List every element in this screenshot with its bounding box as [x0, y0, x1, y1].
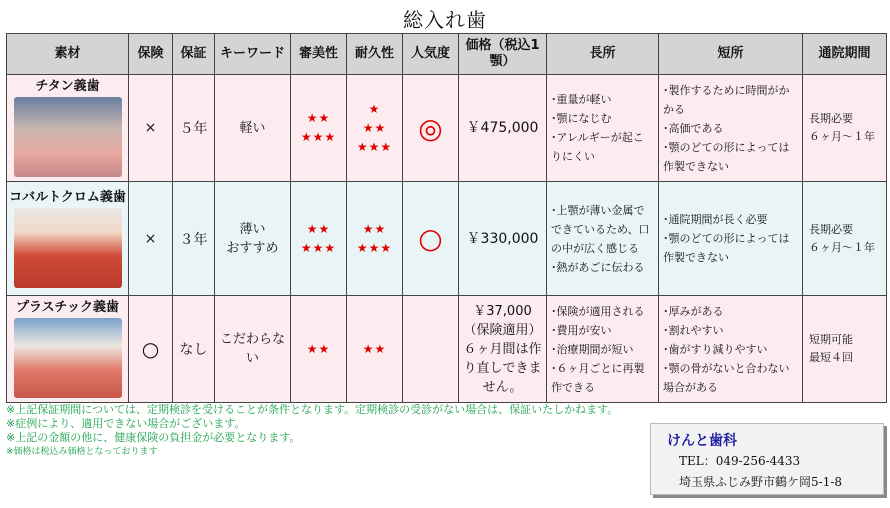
keyword-line: こだわらない — [219, 332, 285, 366]
price-line: ６ヶ月間は作り直しできません。 — [463, 341, 542, 395]
header-popularity: 人気度 — [403, 34, 459, 75]
footnote: ※症例により、適用できない場合がございます。 — [6, 417, 246, 430]
pros-item: ･重量が軽い — [551, 93, 612, 106]
durability-cell — [347, 296, 403, 403]
price-cell — [459, 182, 547, 296]
visit-line: 短期可能 — [809, 333, 853, 346]
pros-cell — [547, 296, 659, 403]
star-rating: ★★★ — [300, 240, 337, 255]
header-material: 素材 — [7, 34, 129, 75]
footnotes — [6, 403, 618, 459]
header-visit: 通院期間 — [803, 34, 887, 75]
keyword-line: 軽い — [239, 120, 266, 136]
header-price: 価格（税込1顎） — [459, 34, 547, 75]
cons-item: ･顎の骨がないと合わない場合がある — [663, 361, 790, 394]
header-pros: 長所 — [547, 34, 659, 75]
visit-line: 最短４回 — [809, 351, 853, 364]
keyword-cell — [215, 75, 291, 182]
aesthetics-cell — [291, 182, 347, 296]
visit-line: 長期必要 — [809, 112, 853, 125]
insurance-cell: ○ — [129, 296, 173, 403]
material-cell — [7, 182, 129, 296]
cons-item: ･厚みがある — [663, 304, 724, 318]
material-cell — [7, 296, 129, 403]
star-rating: ★★ — [306, 111, 331, 125]
cons-item: ･顎のどての形によっては作製できない — [663, 232, 790, 264]
pros-cell — [547, 182, 659, 296]
star-rating: ★★ — [362, 221, 387, 236]
warranty-cell: なし — [173, 296, 215, 403]
footnote: ※上記保証期間については、定期検診を受けることが条件となります。定期検診の受診がない場合は、保証いたしかねます。 — [6, 403, 619, 416]
keyword-line: おすすめ — [226, 240, 279, 256]
price-cell — [459, 296, 547, 403]
cons-cell — [659, 75, 803, 182]
aesthetics-cell — [291, 75, 347, 182]
warranty-cell: ３年 — [173, 182, 215, 296]
keyword-line: 薄い — [239, 221, 266, 237]
clinic-address: 埼玉県ふじみ野市鶴ケ岡5-1-8 — [679, 475, 843, 489]
header-insurance: 保険 — [129, 34, 173, 75]
insurance-cell: × — [129, 182, 173, 296]
cons-item: ･通院期間が長く必要 — [663, 213, 768, 226]
table-header-row — [7, 34, 887, 75]
popularity-cell: ○ — [403, 182, 459, 296]
visit-line: ６ヶ月～１年 — [809, 240, 875, 254]
star-rating: ★★★ — [300, 130, 337, 144]
star-rating: ★★★ — [356, 139, 393, 154]
durability-cell — [347, 182, 403, 296]
titanium-denture-photo — [14, 97, 122, 177]
price-line: ￥330,000 — [466, 230, 539, 247]
pros-item: ･６ヶ月ごとに再製作できる — [551, 361, 645, 394]
table-row — [7, 182, 887, 296]
header-aesthetics: 審美性 — [291, 34, 347, 75]
warranty-cell: ５年 — [173, 75, 215, 182]
visit-cell — [803, 75, 887, 182]
clinic-info-box — [650, 423, 884, 495]
cons-item: ･割れやすい — [663, 323, 724, 337]
cons-item: ･顎のどての形によっては作製できない — [663, 140, 790, 173]
header-durability: 耐久性 — [347, 34, 403, 75]
header-keyword: キーワード — [215, 34, 291, 75]
visit-line: ６ヶ月～１年 — [809, 130, 875, 143]
table-row — [7, 296, 887, 403]
pros-item: ･顎になじむ — [551, 112, 612, 125]
cons-item: ･製作するために時間がかかる — [663, 83, 790, 116]
popularity-cell — [403, 296, 459, 403]
visit-cell — [803, 296, 887, 403]
header-warranty: 保証 — [173, 34, 215, 75]
material-name: コバルトクロム義歯 — [9, 189, 126, 205]
visit-line: 長期必要 — [809, 222, 853, 236]
price-line: ￥475,000 — [466, 120, 539, 136]
material-name: チタン義歯 — [35, 79, 100, 94]
pros-item: ･費用が安い — [551, 323, 612, 337]
comparison-table — [6, 33, 887, 403]
cobalt-chrome-denture-photo — [14, 208, 122, 288]
clinic-name: けんと歯科 — [667, 433, 737, 449]
plastic-denture-photo — [14, 318, 122, 398]
cons-item: ･高価である — [663, 121, 724, 135]
cons-cell — [659, 296, 803, 403]
pros-item: ･治療期間が短い — [551, 342, 634, 356]
cons-item: ･歯がすり減りやすい — [663, 342, 768, 356]
footnote: ※価格は税込み価格となっております — [6, 447, 158, 457]
keyword-cell — [215, 182, 291, 296]
pros-item: ･保険が適用される — [551, 304, 645, 318]
aesthetics-cell — [291, 296, 347, 403]
price-cell — [459, 75, 547, 182]
page-title: 総入れ歯 — [403, 8, 487, 32]
cons-cell — [659, 182, 803, 296]
star-rating: ★★ — [362, 341, 387, 356]
popularity-cell: ◎ — [403, 75, 459, 182]
insurance-cell: × — [129, 75, 173, 182]
header-cons: 短所 — [659, 34, 803, 75]
keyword-cell — [215, 296, 291, 403]
pros-item: ･上顎が薄い金属でできているため、口の中が広く感じる — [551, 203, 650, 255]
star-rating: ★★ — [306, 221, 331, 236]
star-rating: ★ — [368, 101, 381, 116]
footnote: ※上記の金額の他に、健康保険の負担金が必要となります。 — [6, 431, 301, 444]
star-rating: ★★ — [306, 341, 331, 356]
price-line: ￥37,000 — [473, 303, 532, 319]
material-cell — [7, 75, 129, 182]
star-rating: ★★★ — [356, 240, 393, 255]
material-name: プラスチック義歯 — [16, 300, 119, 315]
pros-item: ･アレルギーが起こりにくい — [551, 131, 644, 163]
clinic-phone: TEL：049-256-4433 — [679, 454, 801, 468]
visit-cell — [803, 182, 887, 296]
table-row — [7, 75, 887, 182]
durability-cell — [347, 75, 403, 182]
pros-cell — [547, 75, 659, 182]
price-line: （保険適用） — [463, 322, 542, 338]
star-rating: ★★ — [362, 120, 387, 135]
pros-item: ･熱があごに伝わる — [551, 260, 645, 274]
